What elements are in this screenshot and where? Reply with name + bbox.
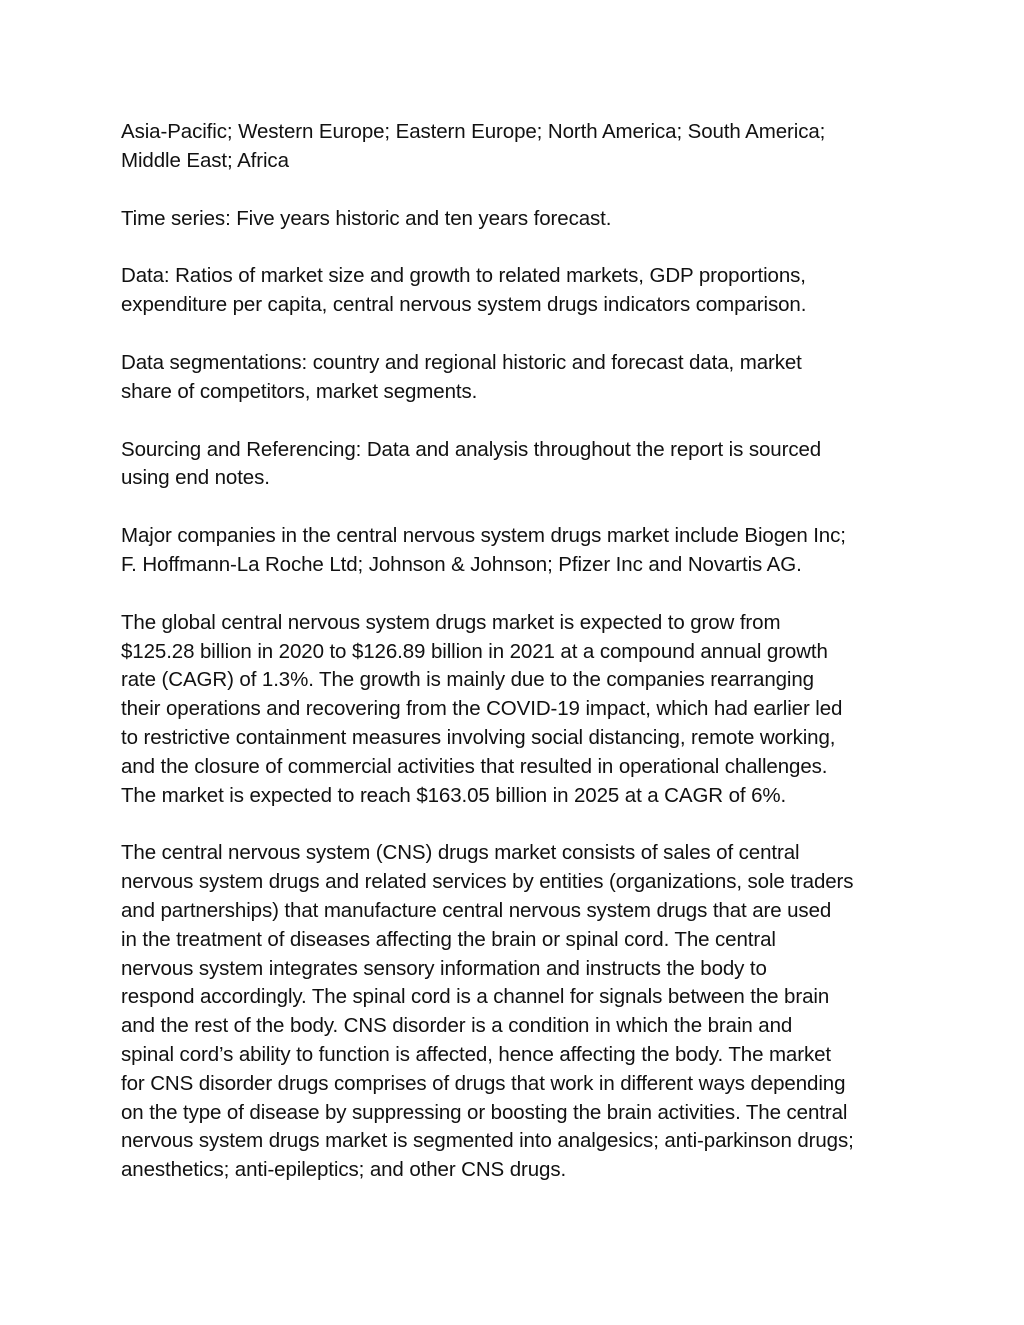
paragraph-market-growth: The global central nervous system drugs market is expected to grow from $125.28 billion in 2020 to $126.89 billion in 2021 at a compound annual growth rate (CAGR) of 1.3%. The growth is mainly due to the companies rearranging their operations and recovering from the COVID-19 impact, which had earlier led to restrictive containment measures involving social distancing, remote working, and the closure of commercial activities that resulted in operational challenges. The market is expected to reach $163.05 billion in 2025 at a CAGR of 6%. bbox=[121, 610, 843, 807]
document-page bbox=[121, 118, 911, 1214]
paragraph-time-series: Time series: Five years historic and ten years forecast. bbox=[121, 206, 612, 230]
paragraph-data-segmentations: Data segmentations: country and regional historic and forecast data, market share of competitors, market segments. bbox=[121, 350, 802, 403]
paragraph-major-companies: Major companies in the central nervous system drugs market include Biogen Inc; F. Hoffmann-La Roche Ltd; Johnson & Johnson; Pfizer Inc and Novartis AG. bbox=[121, 524, 846, 576]
paragraph-market-definition: The central nervous system (CNS) drugs market consists of sales of central nervous system drugs and related services by entities (organizations, sole traders and partnerships) that manufacture central nervous system drugs that are used in the treatment of diseases affecting the brain or spinal cord. The central nervous system integrates sensory information and instructs the body to respond accordingly. The spinal cord is a channel for signals between the brain and the rest of the body. CNS disorder is a condition in which the brain and spinal cord’s ability to function is affected, hence affecting the body. The market for CNS disorder drugs comprises of drugs that work in different ways depending on the type of disease by suppressing or boosting the brain activities. The central nervous system drugs market is segmented into analgesics; anti-parkinson drugs; anesthetics; anti-epileptics; and other CNS drugs. bbox=[121, 841, 854, 1182]
paragraph-sourcing: Sourcing and Referencing: Data and analysis throughout the report is sourced using end notes. bbox=[121, 437, 822, 490]
paragraph-data: Data: Ratios of market size and growth to related markets, GDP proportions, expenditure per capita, central nervous system drugs indicators comparison. bbox=[121, 264, 807, 317]
paragraph-regions: Asia-Pacific; Western Europe; Eastern Europe; North America; South America; Middle East; Africa bbox=[121, 120, 826, 172]
